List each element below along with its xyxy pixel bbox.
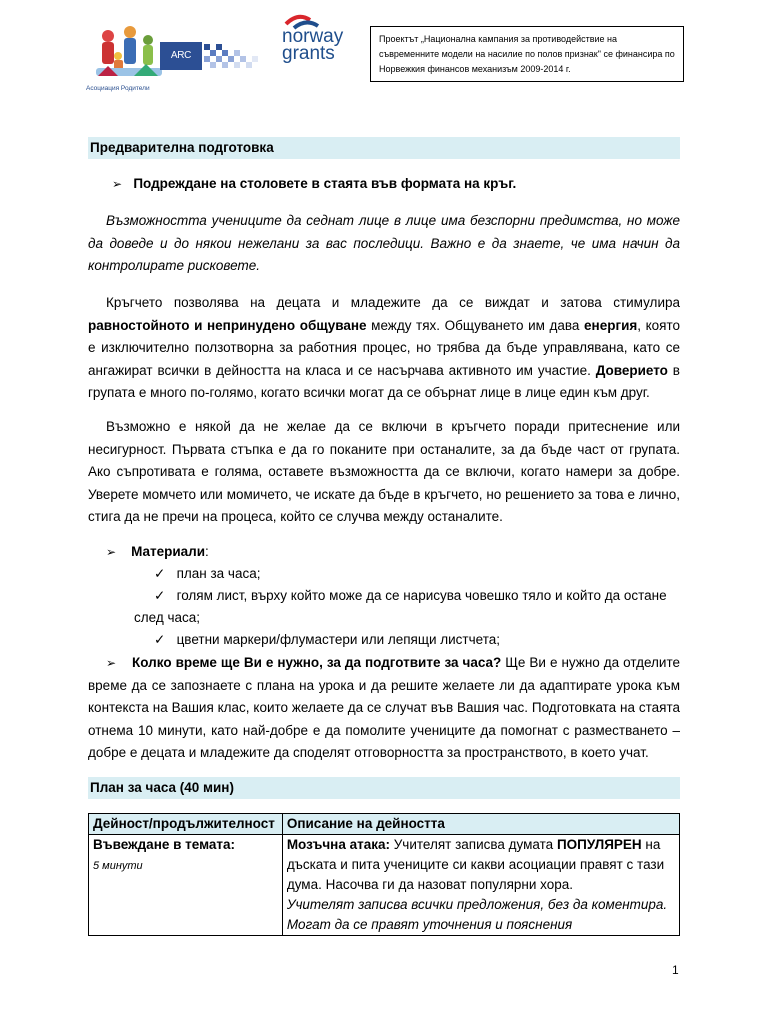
activity-title: Въвеждане в темата:	[93, 837, 236, 852]
materials-item-2-text: голям лист, върху който може да се нарисува човешко тяло и който да остане	[176, 588, 667, 603]
norway-grants-logo	[280, 10, 370, 70]
arc-checker-pattern	[204, 44, 260, 70]
paragraph-circle-benefits	[88, 292, 680, 405]
para2-text-1: Кръгчето позволява на децата и младежите да се виждат и затова стимулира	[106, 295, 680, 310]
desc-italic: Учителят записва всички предложения, без да коментира. Могат да се правят уточнения и пояснения	[286, 897, 668, 932]
check-icon: ✓	[154, 632, 166, 647]
para2-bold-1: равностойното и непринудено общуване	[88, 317, 367, 333]
arrow-bullet-icon: ➢	[112, 177, 123, 191]
association-caption: Асоциация Родители	[86, 85, 150, 92]
section-title-lesson-plan: План за часа (40 мин)	[88, 777, 680, 799]
para2-bold-2: енергия	[584, 317, 638, 333]
activity-duration: 5 минути	[93, 860, 143, 872]
arrow-bullet-icon: ➢	[106, 656, 117, 670]
italic-paragraph: Възможността учениците да седнат лице в лице има безспорни предимства, но може да доведе и до някои нежелани за вас последици. Важно е да знаете, че има начин да контролирате рисковете.	[88, 213, 680, 273]
bullet-chairs-circle	[112, 173, 672, 196]
time-answer: Ще Ви е нужно да отделите време да се запознаете с плана на урока и да решите желаете ли да адаптирате урока към контекста на Вашия клас, които желаете да се случат във Вашия час. Подготовката на стаята отнема 10 минути, като най-добре е да помолите учениците да помогнат с разместването – добре е децата и младежите да споделят отговорността за пространството, в което учат.	[88, 655, 680, 760]
materials-item-2	[154, 585, 667, 608]
para2-text-4: в групата е много по-голямо, когато всички могат да се обърнат лице в лице един към друг.	[88, 362, 680, 400]
bullet-chairs-text: Подреждане на столовете в стаята във формата на кръг.	[133, 176, 517, 191]
materials-item-3-text: цветни маркери/флумастери или лепящи листчета;	[176, 632, 500, 647]
norway-text: norway	[282, 26, 344, 47]
check-icon: ✓	[154, 566, 166, 581]
table-row	[89, 835, 680, 936]
time-question: Колко време ще Ви е нужно, за да подготвите за часа?	[132, 655, 502, 670]
para2-bold-3: Доверието	[595, 362, 668, 378]
desc-text-1: Учителят записва думата	[389, 837, 557, 852]
page-number: 1	[672, 963, 679, 977]
activity-cell	[89, 835, 283, 936]
paragraph-reluctance: Възможно е някой да не желае да се включи в кръгчето поради притеснение или несигурност. Първата стъпка е да го поканите при останалите, за да бъде част от групата. Ако съпротивата е голяма, оставете възможността да се включи, когато намери за добре. Уверете момчето или момичето, че искате да бъде в кръгчето, но решението за това е лично, стига да не пречи на процеса, който се случва между останалите.	[88, 419, 680, 524]
materials-item-2-cont: след часа;	[134, 610, 201, 625]
materials-item-3	[154, 629, 500, 652]
arc-fund-logo	[160, 42, 260, 89]
description-cell	[282, 835, 679, 936]
activity-table	[88, 813, 680, 936]
materials-item-1-text: план за часа;	[176, 566, 261, 581]
para2-text-2: между тях. Общуването им дава	[366, 317, 585, 333]
paragraph-time-needed	[88, 652, 680, 765]
check-icon: ✓	[154, 588, 166, 603]
arrow-bullet-icon: ➢	[106, 545, 117, 559]
col-activity-header: Дейност/продължителност	[89, 814, 283, 835]
brainstorm-label: Мозъчна атака:	[286, 837, 390, 852]
materials-heading	[106, 541, 209, 564]
para2-text-3: , която е изключително ползотворна за работния процес, но трябва да бъде управлявана, като се ангажират всички в дейността на класа и се насърчава активното им участие.	[88, 317, 681, 378]
materials-label: Материали	[131, 544, 206, 559]
project-funding-box: Проектът „Национална кампания за противодействие на съвременните модели на насилие по полов признак" се финансира по Норвежкия финансов механизъм 2009-2014 г.	[370, 26, 684, 82]
materials-colon: :	[205, 544, 209, 559]
grants-text: grants	[282, 43, 335, 64]
col-description-header: Описание на дейността	[282, 814, 679, 835]
arc-fund-label: ARC FUND	[160, 42, 202, 70]
desc-text-2: на дъската и пита учениците си какви асоциации правят с тази дума. Насочва ги да назоват популярни хора.	[286, 837, 665, 892]
section-title-preparation: Предварителна подготовка	[88, 137, 680, 159]
popular-word: ПОПУЛЯРЕН	[556, 837, 642, 852]
table-header-row	[89, 814, 680, 835]
materials-item-1	[154, 563, 260, 586]
